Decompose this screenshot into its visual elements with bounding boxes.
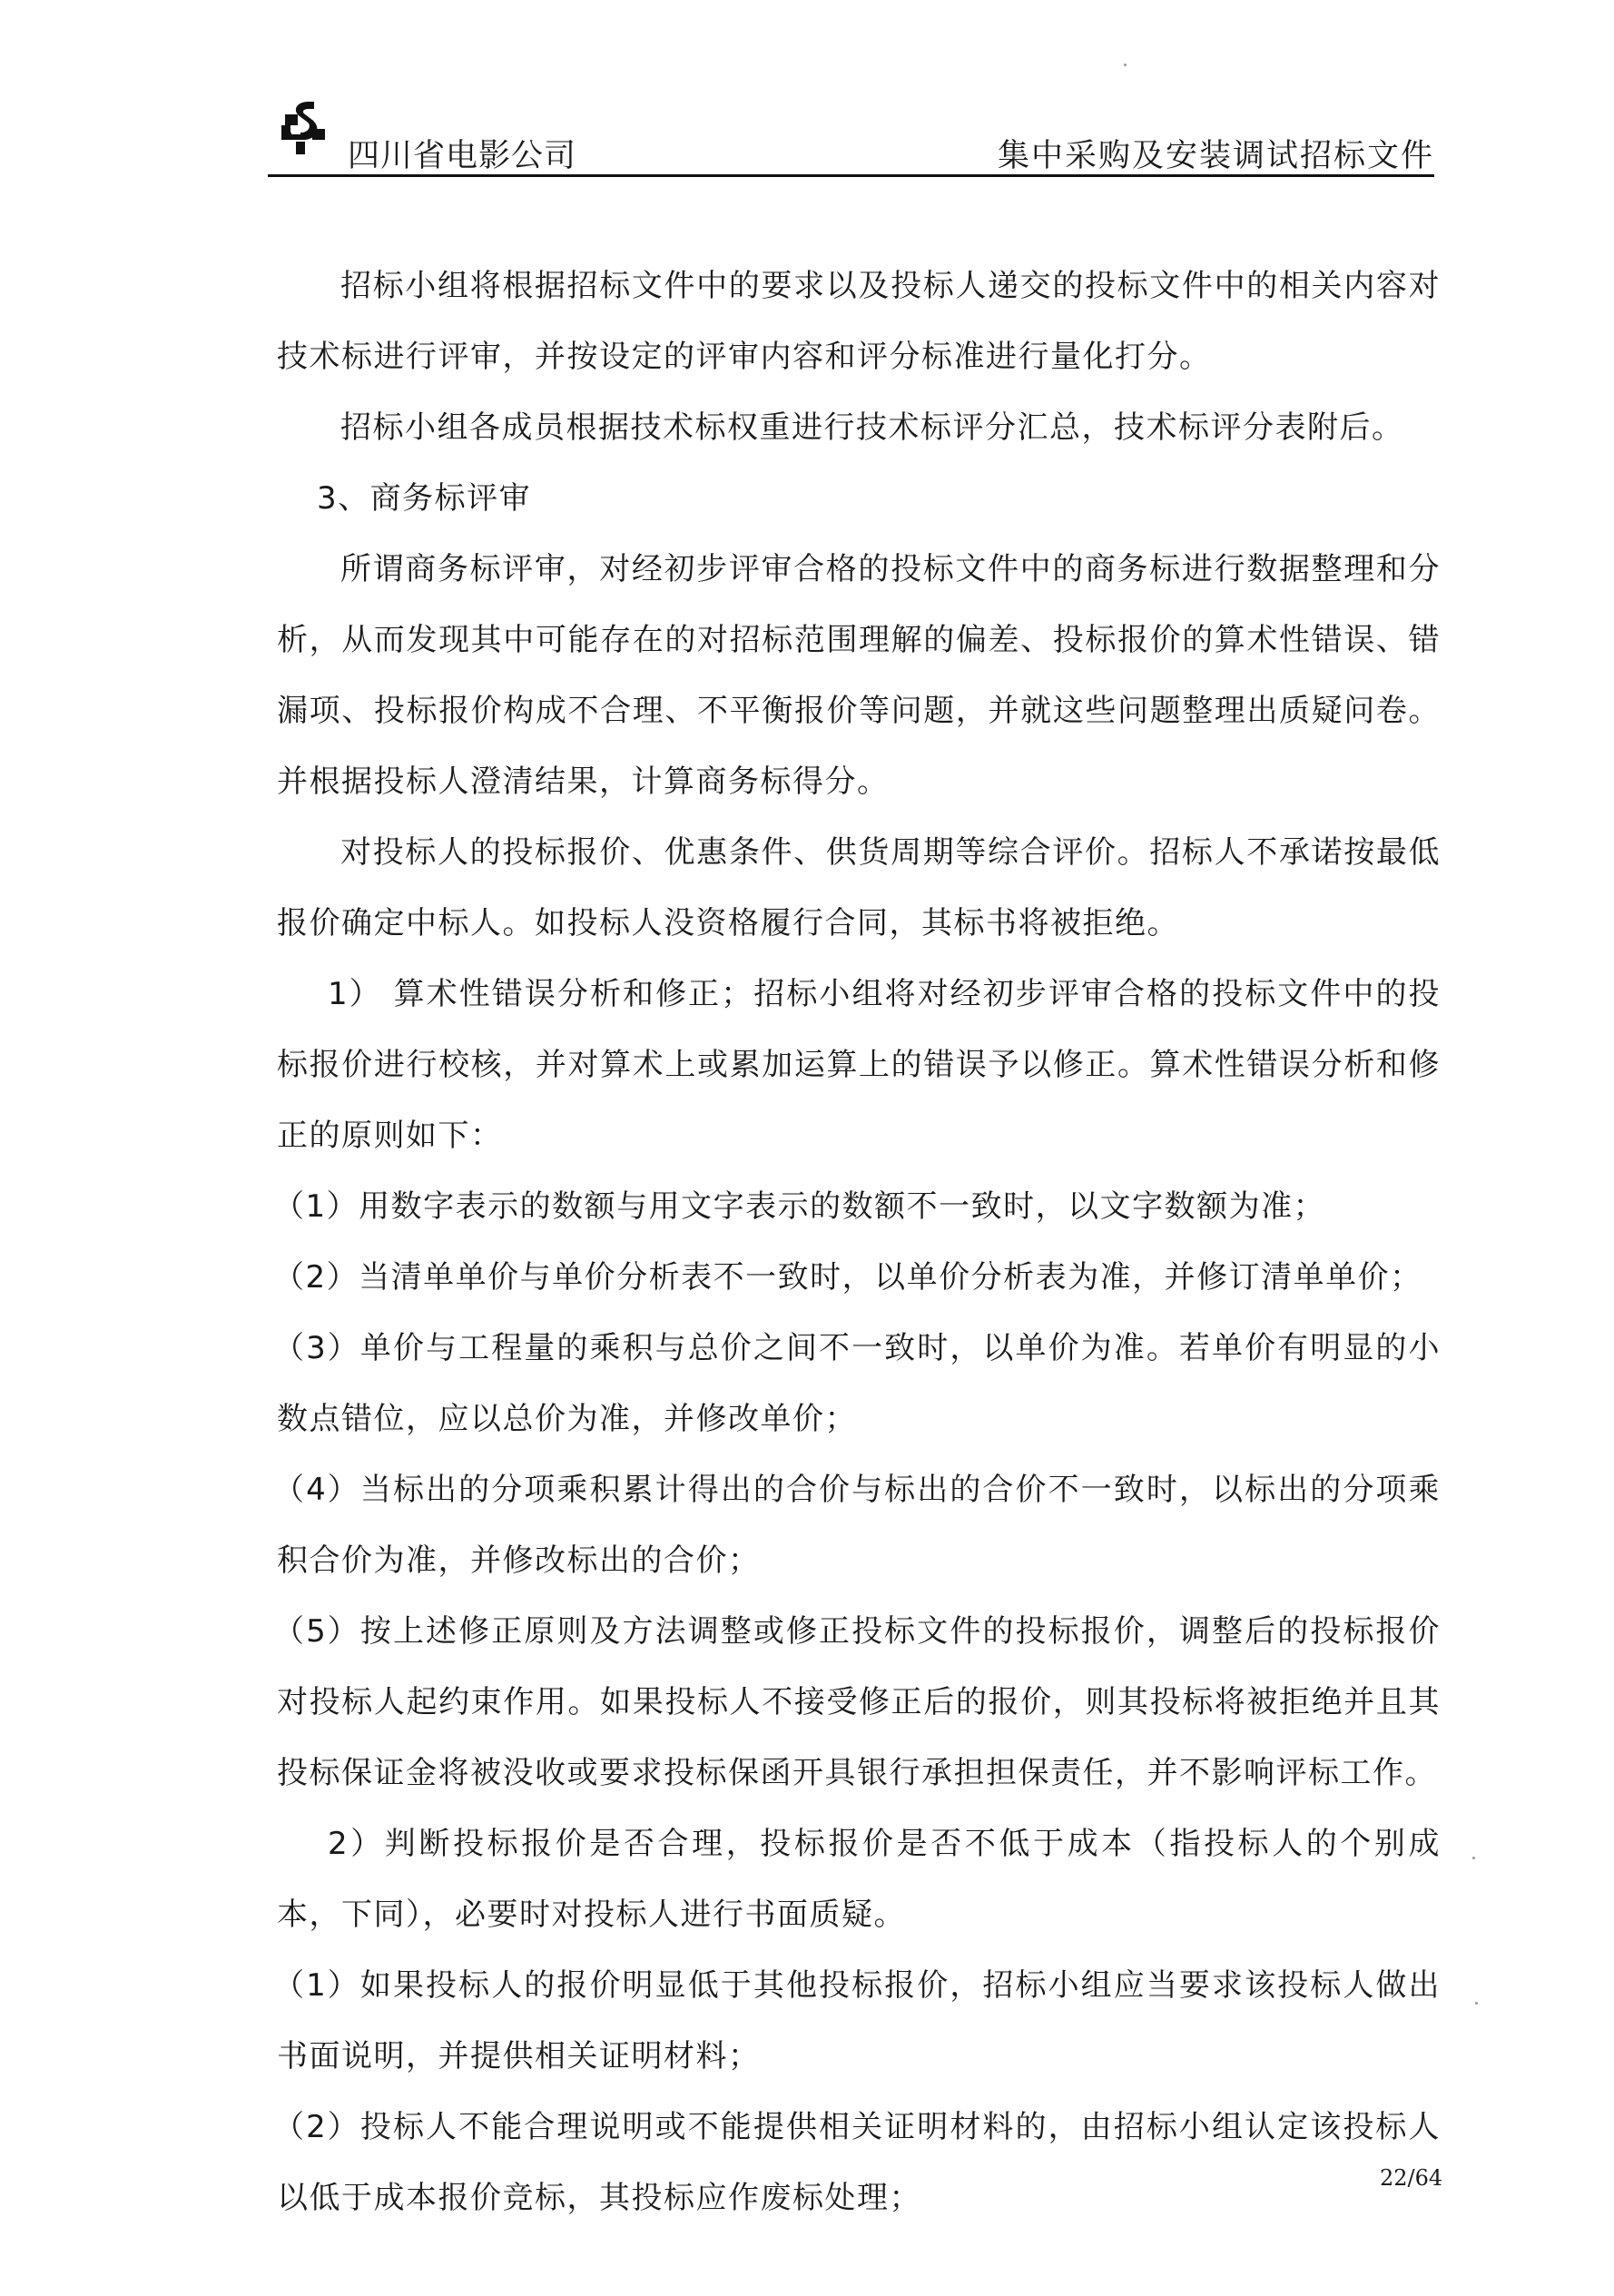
list-item: 2）判断投标报价是否合理，投标报价是否不低于成本（指投标人的个别成本，下同），必要时对投标人进行书面质疑。 [277,1826,1441,1933]
document-title: 集中采购及安装调试招标文件 [997,138,1434,174]
sub-list-item: （5）按上述修正原则及方法调整或修正投标文件的投标报价，调整后的投标报价对投标人起约束作用。如果投标人不接受修正后的报价，则其投标将被拒绝并且其投标保证金将被没收或要求投标保函开具银行承担担保责任，并不影响评标工作。 [273,1613,1441,1791]
scan-speck [1124,64,1127,66]
sub-list-item: （4）当标出的分项乘积累计得出的合价与标出的合价不一致时，以标出的分项乘积合价为准，并修改标出的合价； [273,1472,1441,1579]
page-header [268,91,1434,178]
header-divider [268,174,1434,177]
scan-speck [1475,2002,1478,2005]
paragraph: 所谓商务标评审，对经初步评审合格的投标文件中的商务标进行数据整理和分析，从而发现其中可能存在的对招标范围理解的偏差、投标报价的算术性错误、错漏项、投标报价构成不合理、不平衡报价等问题，并就这些问题整理出质疑问卷。并根据投标人澄清结果，计算商务标得分。 [277,551,1441,800]
sub-list-item: （2）投标人不能合理说明或不能提供相关证明材料的，由招标小组认定该投标人以低于成本报价竞标，其投标应作废标处理； [273,2109,1441,2216]
page-number: 22/64 [1380,2165,1443,2191]
document-body [273,251,1441,2233]
paragraph: 对投标人的投标报价、优惠条件、供货周期等综合评价。招标人不承诺按最低报价确定中标人。如投标人没资格履行合同，其标书将被拒绝。 [277,834,1441,941]
company-name: 四川省电影公司 [348,138,577,174]
list-item: 1） 算术性错误分析和修正；招标小组将对经初步评审合格的投标文件中的投标报价进行校核，并对算术上或累加运算上的错误予以修正。算术性错误分析和修正的原则如下： [277,976,1441,1154]
section-heading: 3、商务标评审 [317,480,532,517]
company-logo [272,98,330,156]
paragraph: 招标小组将根据招标文件中的要求以及投标人递交的投标文件中的相关内容对技术标进行评审，并按设定的评审内容和评分标准进行量化打分。 [277,268,1441,375]
sub-list-item: （1）如果投标人的报价明显低于其他投标报价，招标小组应当要求该投标人做出书面说明，并提供相关证明材料； [273,1967,1441,2074]
sub-list-item: （1）用数字表示的数额与用文字表示的数额不一致时，以文字数额为准； [273,1188,1326,1225]
scan-speck [1472,1857,1475,1859]
sub-list-item: （2）当清单单价与单价分析表不一致时，以单价分析表为准，并修订清单单价； [273,1259,1422,1296]
sub-list-item: （3）单价与工程量的乘积与总价之间不一致时，以单价为准。若单价有明显的小数点错位，应以总价为准，并修改单价； [273,1330,1441,1437]
paragraph: 招标小组各成员根据技术标权重进行技术标评分汇总，技术标评分表附后。 [340,409,1404,446]
